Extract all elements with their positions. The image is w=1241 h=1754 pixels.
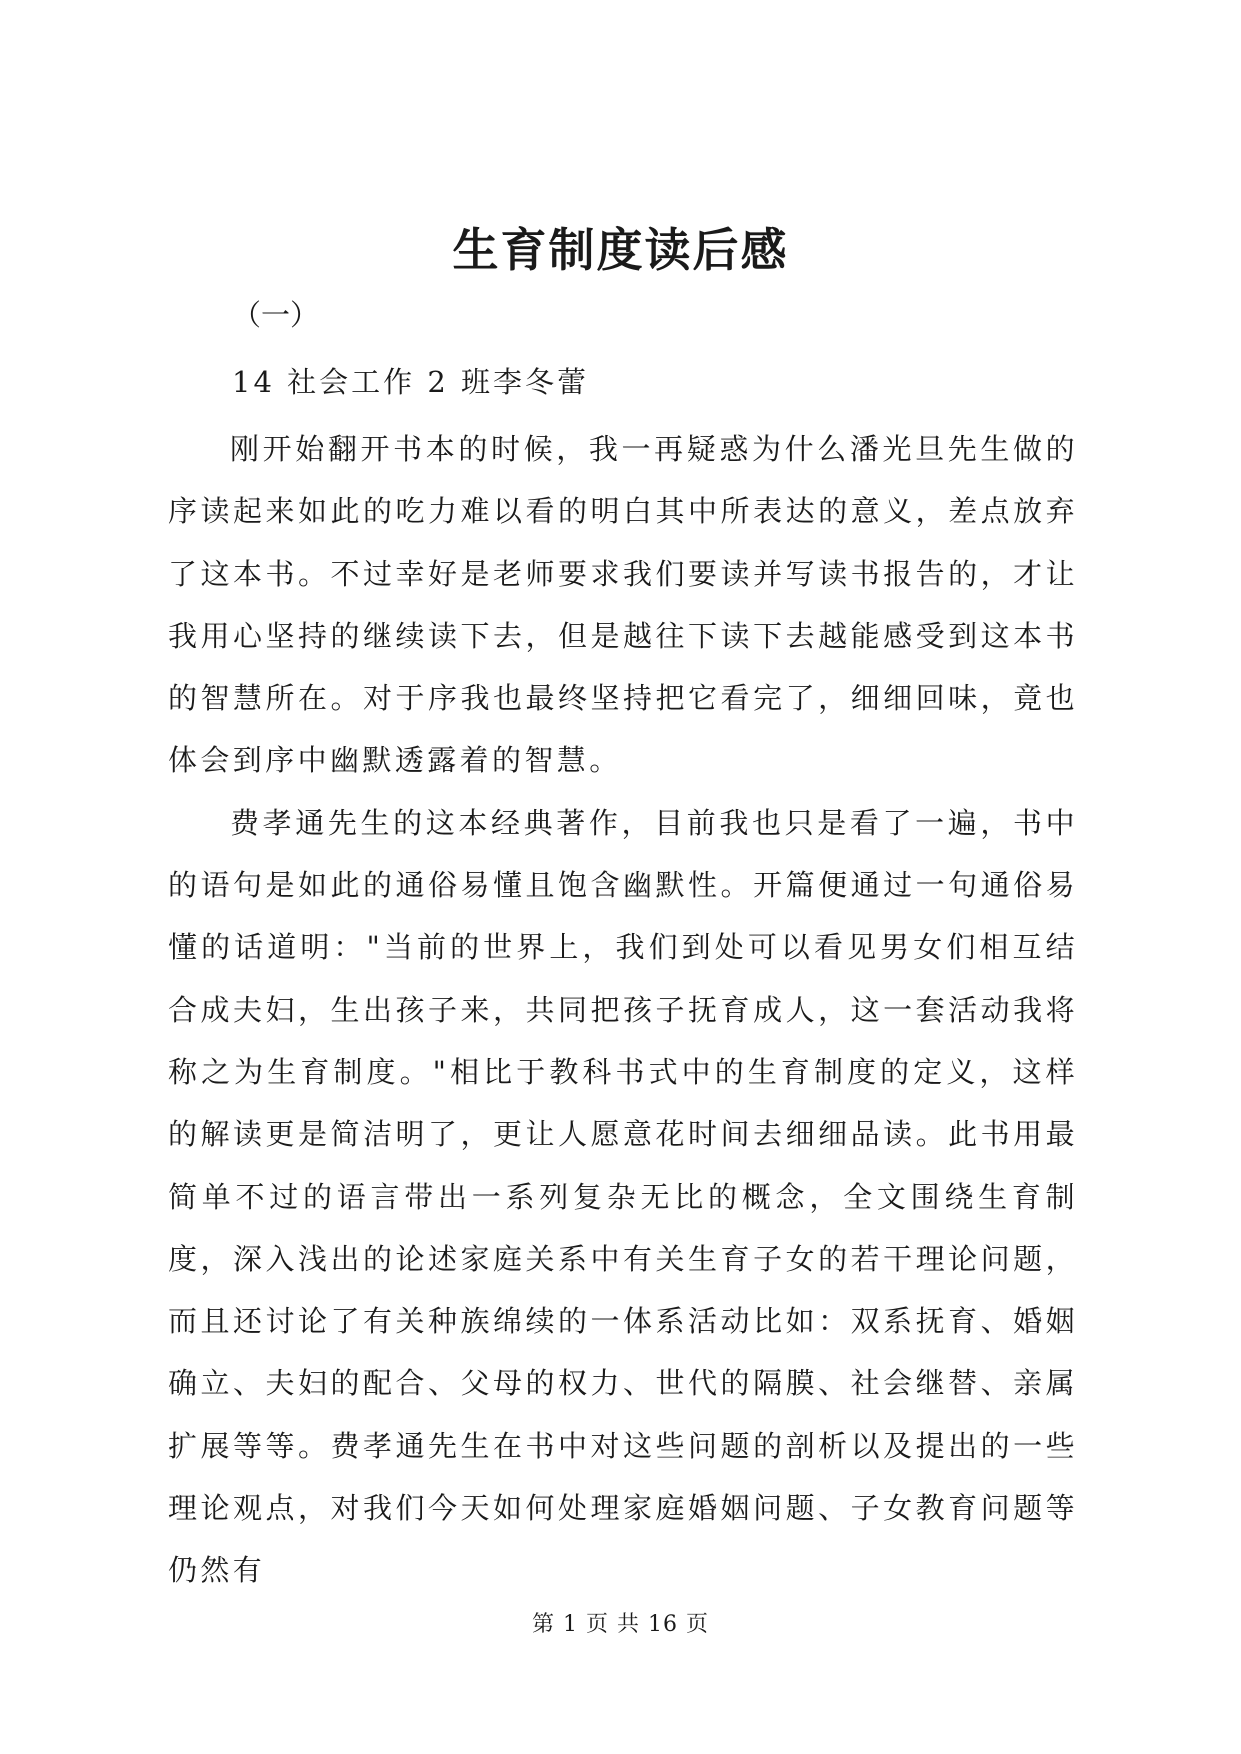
paragraph: 刚开始翻开书本的时候，我一再疑惑为什么潘光旦先生做的序读起来如此的吃力难以看的明白其中所表达的意义，差点放弃了这本书。不过幸好是老师要求我们要读并写读书报告的，才让我用心坚持的继续读下去，但是越往下读下去越能感受到这本书的智慧所在。对于序我也最终坚持把它看完了，细细回味，竟也体会到序中幽默透露着的智慧。: [168, 432, 1078, 778]
section-number: （一）: [232, 298, 320, 332]
document-body: [168, 418, 1078, 1602]
paragraph: 费孝通先生的这本经典著作，目前我也只是看了一遍，书中的语句是如此的通俗易懂且饱含幽默性。开篇便通过一句通俗易懂的话道明："当前的世界上，我们到处可以看见男女们相互结合成夫妇，生出孩子来，共同把孩子抚育成人，这一套活动我将称之为生育制度。"相比于教科书式中的生育制度的定义，这样的解读更是简洁明了，更让人愿意花时间去细细品读。此书用最简单不过的语言带出一系列复杂无比的概念，全文围绕生育制度，深入浅出的论述家庭关系中有关生育子女的若干理论问题，而且还讨论了有关种族绵续的一体系活动比如：双系抚育、婚姻确立、夫妇的配合、父母的权力、世代的隔膜、社会继替、亲属扩展等等。费孝通先生在书中对这些问题的剖析以及提出的一些理论观点，对我们今天如何处理家庭婚姻问题、子女教育问题等仍然有: [168, 805, 1078, 1588]
page-footer: 第 1 页 共 16 页: [532, 1612, 709, 1637]
author-line: 14 社会工作 2 班李冬蕾: [232, 365, 590, 399]
document-title: 生育制度读后感: [452, 223, 789, 277]
